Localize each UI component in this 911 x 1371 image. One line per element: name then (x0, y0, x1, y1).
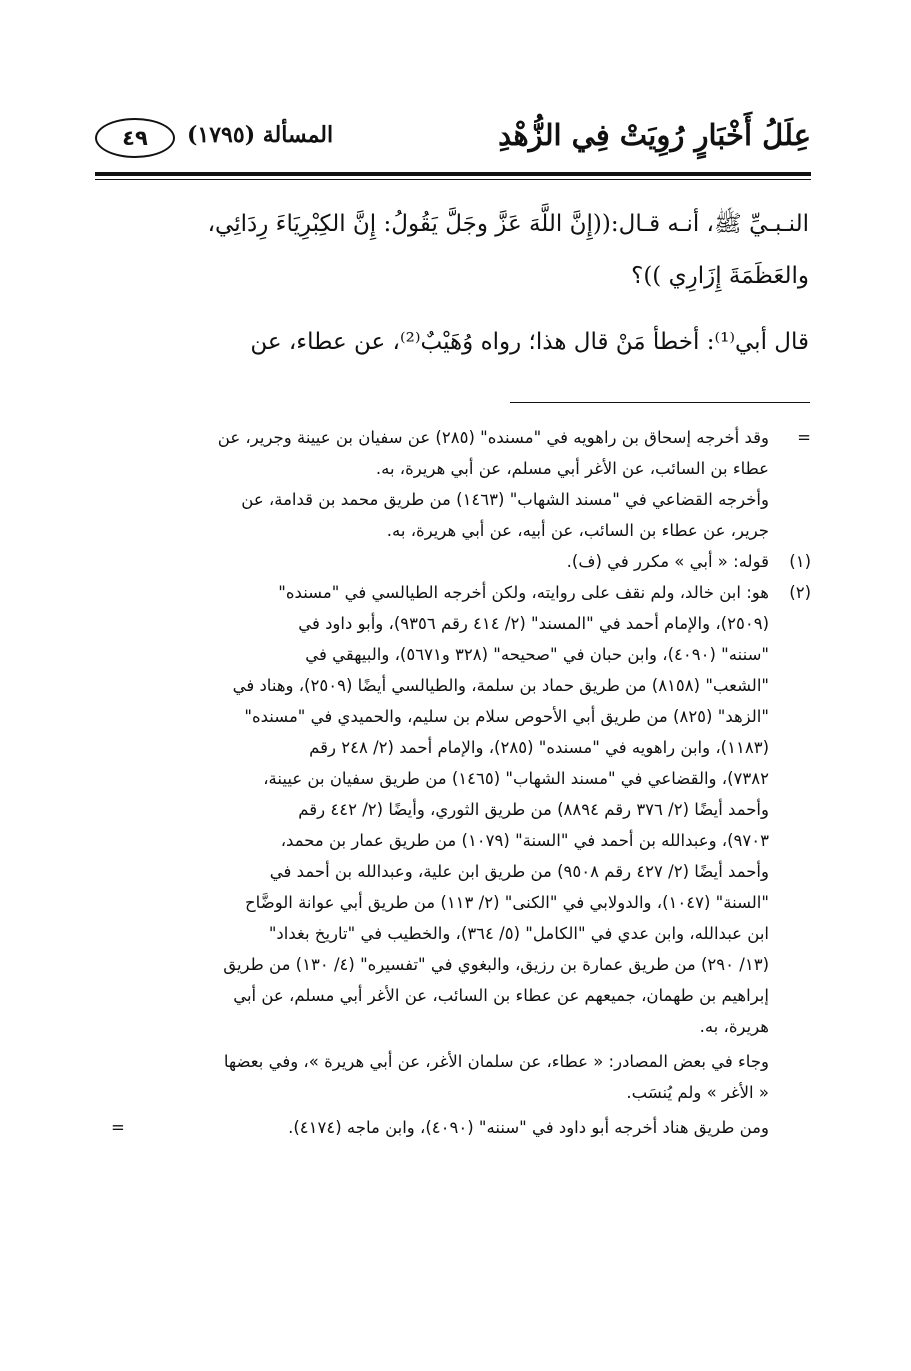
footnote-line: "سننه" (٤٠٩٠)، وابن حبان في "صحيحه" (٣٢٨ و٥٦٧١)، والبيهقي في (305, 645, 769, 664)
footnote-line: (١١٨٣)، وابن راهويه في "مسنده" (٢٨٥)، والإمام أحمد (٢/ ٢٤٨ رقم (309, 738, 769, 757)
header-rule-thin (95, 179, 811, 180)
footnotes (95, 422, 811, 1143)
footnote-line: وأحمد أيضًا (٢/ ٤٢٧ رقم ٩٥٠٨) من طريق ابن علية، وعبدالله بن أحمد في (269, 862, 769, 881)
footnote-label: (١) (789, 552, 811, 571)
main-text-line: والعَظَمَةَ إِزَارِي ))؟ (631, 263, 809, 289)
main-text-line: النـبـيِّ ﷺ، أنـه قـال:((إِنَّ اللَّهَ عَزَّ وجَلَّ يَقُولُ: إِنَّ الكِبْرِيَاءَ رِدَائِي، (207, 211, 809, 237)
footnote-1 (95, 546, 811, 577)
footnote-line: وأحمد أيضًا (٢/ ٣٧٦ رقم ٨٨٩٤) من طريق الثوري، وأيضًا (٢/ ٤٤٢ رقم (298, 800, 769, 819)
footnote-2 (95, 577, 811, 1143)
footnote-line: ابن عبدالله، وابن عدي في "الكامل" (٥/ ٣٦٤)، والخطيب في "تاريخ بغداد" (268, 924, 769, 943)
footnote-line: "السنة" (١٠٤٧)، والدولابي في "الكنى" (٢/ ١١٣) من طريق أبي عوانة الوضَّاح (245, 893, 769, 912)
main-text-line: قال أبي⁽¹⁾: أخطأ مَنْ قال هذا؛ رواه وُهَيْبٌ⁽²⁾، عن عطاء، عن (250, 329, 809, 355)
footnote-line: إبراهيم بن طهمان، جميعهم عن عطاء بن السائب، عن الأغر أبي مسلم، عن أبي (233, 986, 769, 1005)
footnote-line: جرير، عن عطاء بن السائب، عن أبيه، عن أبي هريرة، به. (386, 521, 769, 540)
footnote-separator (510, 402, 810, 403)
footnote-line: "الشعب" (٨١٥٨) من طريق حماد بن سلمة، والطيالسي أيضًا (٢٥٠٩)، وهناد في (232, 676, 769, 695)
footnote-line: "الزهد" (٨٢٥) من طريق أبي الأحوص سلام بن سليم، والحميدي في "مسنده" (244, 707, 769, 726)
footnote-label: (٢) (789, 583, 811, 602)
footnote-line: قوله: « أبي » مكرر في (ف). (566, 552, 769, 571)
footnote-line: ٧٣٨٢)، والقضاعي في "مسند الشهاب" (١٤٦٥) من طريق سفيان بن عيينة، (263, 769, 769, 788)
continues-mark: = (111, 1118, 125, 1137)
header-rule (95, 172, 811, 176)
footnote-line: (١٣/ ٢٩٠) من طريق عمارة بن رزيق، والبغوي في "تفسيره" (٤/ ١٣٠) من طريق (223, 955, 769, 974)
footnote-continuation (95, 422, 811, 546)
footnote-line: ٩٧٠٣)، وعبدالله بن أحمد في "السنة" (١٠٧٩) من طريق عمار بن محمد، (280, 831, 769, 850)
page-number: ٤٩ (95, 118, 175, 158)
footnote-line: وقد أخرجه إسحاق بن راهويه في "مسنده" (٢٨٥) عن سفيان بن عيينة وجرير، عن (217, 428, 769, 447)
footnote-line: هو: ابن خالد، ولم نقف على روايته، ولكن أخرجه الطيالسي في "مسنده" (278, 583, 769, 602)
footnote-line: عطاء بن السائب، عن الأغر أبي مسلم، عن أبي هريرة، به. (375, 459, 769, 478)
footnote-line: وجاء في بعض المصادر: « عطاء، عن سلمان الأغر، عن أبي هريرة »، وفي بعضها (223, 1052, 769, 1071)
footnote-last-line (103, 1112, 769, 1143)
footnote-line: « الأغر » ولم يُنسَب. (626, 1083, 769, 1102)
issue-number: المسألة (١٧٩٥) (187, 122, 334, 148)
book-title: عِلَلُ أَخْبَارٍ رُوِيَتْ فِي الزُّهْدِ (498, 118, 811, 152)
main-text (95, 198, 809, 368)
footnote-line: (٢٥٠٩)، والإمام أحمد في "المسند" (٢/ ٤١٤ رقم ٩٣٥٦)، وأبو داود في (298, 614, 769, 633)
footnote-line: وأخرجه القضاعي في "مسند الشهاب" (١٤٦٣) من طريق محمد بن قدامة، عن (241, 490, 769, 509)
continuation-mark: = (797, 428, 811, 447)
footnote-line: هريرة، به. (699, 1017, 769, 1036)
page-header (95, 118, 811, 164)
footnote-line-text: ومن طريق هناد أخرجه أبو داود في "سننه" (٤٠٩٠)، وابن ماجه (٤١٧٤). (288, 1118, 769, 1137)
